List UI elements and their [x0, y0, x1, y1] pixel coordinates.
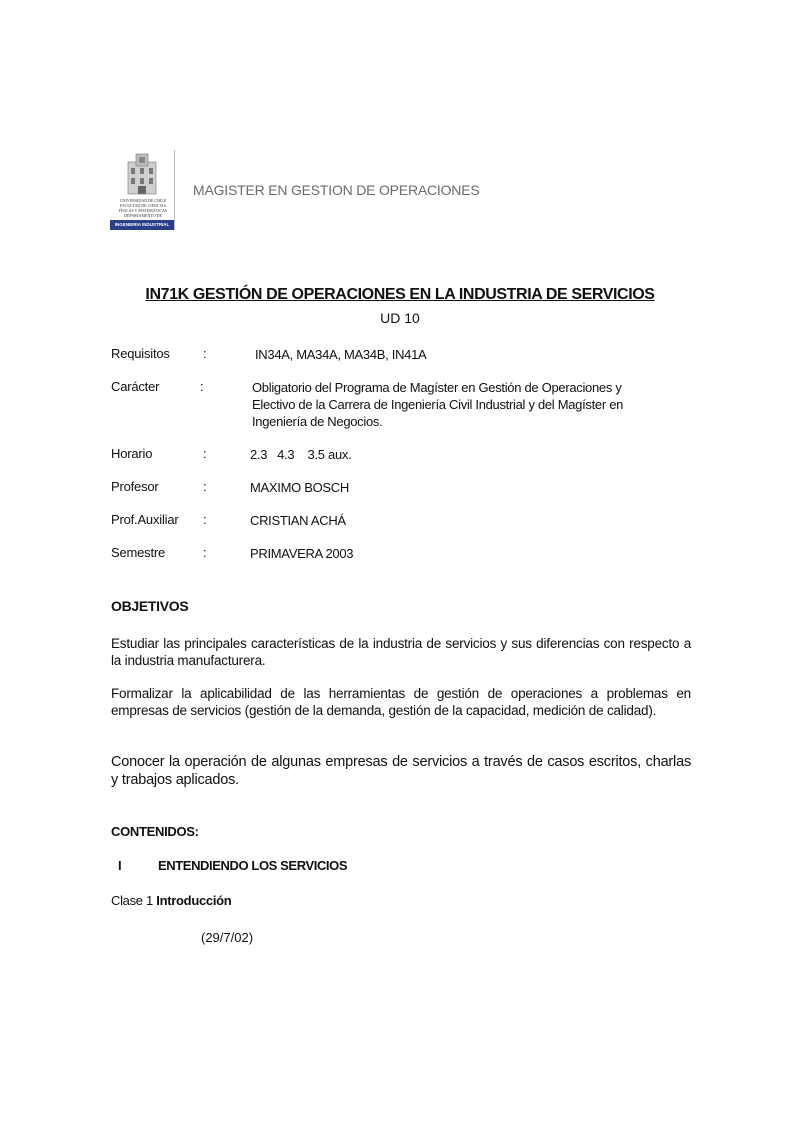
logo-text-line: DEPARTAMENTO DE: [124, 213, 162, 218]
req-colon: :: [203, 479, 207, 494]
req-value-caracter-line-3: Ingeniería de Negocios.: [252, 414, 383, 429]
req-label-semestre: Semestre: [111, 545, 166, 560]
objetivos-heading: OBJETIVOS: [111, 598, 189, 614]
logo-band: INGENIERIA INDUSTRIAL: [110, 220, 174, 230]
clase-title: Introducción: [156, 893, 232, 908]
university-crest-icon: [126, 152, 158, 196]
clase-1: [111, 893, 231, 908]
req-label-horario: Horario: [111, 446, 153, 461]
logo-divider: [174, 150, 175, 230]
req-value-horario: 2.3 4.3 3.5 aux.: [250, 447, 352, 462]
req-colon: :: [200, 379, 204, 394]
unit-number: I: [118, 858, 122, 873]
req-value-semestre: PRIMAVERA 2003: [250, 546, 354, 561]
objetivo-paragraph-1: Estudiar las principales características de la industria de servicios y sus diferencias con respecto a la industria manufacturera.: [111, 636, 691, 668]
req-colon: :: [203, 446, 207, 461]
course-title: IN71K GESTIÓN DE OPERACIONES EN LA INDUSTRIA DE SERVICIOS: [145, 286, 655, 303]
req-value-requisitos: IN34A, MA34A, MA34B, IN41A: [255, 347, 427, 362]
req-value-caracter-line-1: Obligatorio del Programa de Magíster en Gestión de Operaciones y: [252, 380, 622, 395]
req-label-profesor: Profesor: [111, 479, 159, 494]
objetivo-paragraph-3: Conocer la operación de algunas empresas de servicios a través de casos escritos, charlas y trabajos aplicados.: [111, 754, 691, 788]
clase-prefix: Clase 1: [111, 893, 157, 908]
req-label-caracter: Carácter: [111, 379, 160, 394]
req-value-prof-auxiliar: CRISTIAN ACHÁ: [250, 513, 346, 528]
contenidos-heading: CONTENIDOS:: [111, 824, 199, 839]
logo-text-line: FÍSICAS Y MATEMÁTICAS: [118, 208, 168, 213]
req-colon: :: [203, 346, 207, 361]
course-units-text: UD 10: [380, 310, 420, 326]
objetivo-paragraph-2: Formalizar la aplicabilidad de las herramientas de gestión de operaciones a problemas en empresas de servicios (gestión de la demanda, gestión de la capacidad, medición de calidad).: [111, 686, 691, 718]
unit-title: ENTENDIENDO LOS SERVICIOS: [158, 858, 348, 873]
req-value-profesor: MAXIMO BOSCH: [250, 480, 349, 495]
req-value-caracter-line-2: Electivo de la Carrera de Ingeniería Civil Industrial y del Magíster en: [252, 397, 624, 412]
clase-date: (29/7/02): [201, 930, 254, 945]
logo-text-line: UNIVERSIDAD DE CHILE: [119, 198, 167, 203]
university-logo: [110, 150, 176, 232]
req-colon: :: [203, 512, 207, 527]
course-units: [0, 310, 800, 326]
req-label-requisitos: Requisitos: [111, 346, 170, 361]
logo-text-line: FACULTAD DE CIENCIAS: [119, 203, 167, 208]
req-colon: :: [203, 545, 207, 560]
program-header: MAGISTER EN GESTION DE OPERACIONES: [193, 182, 480, 198]
req-label-prof-auxiliar: Prof.Auxiliar: [111, 512, 179, 527]
